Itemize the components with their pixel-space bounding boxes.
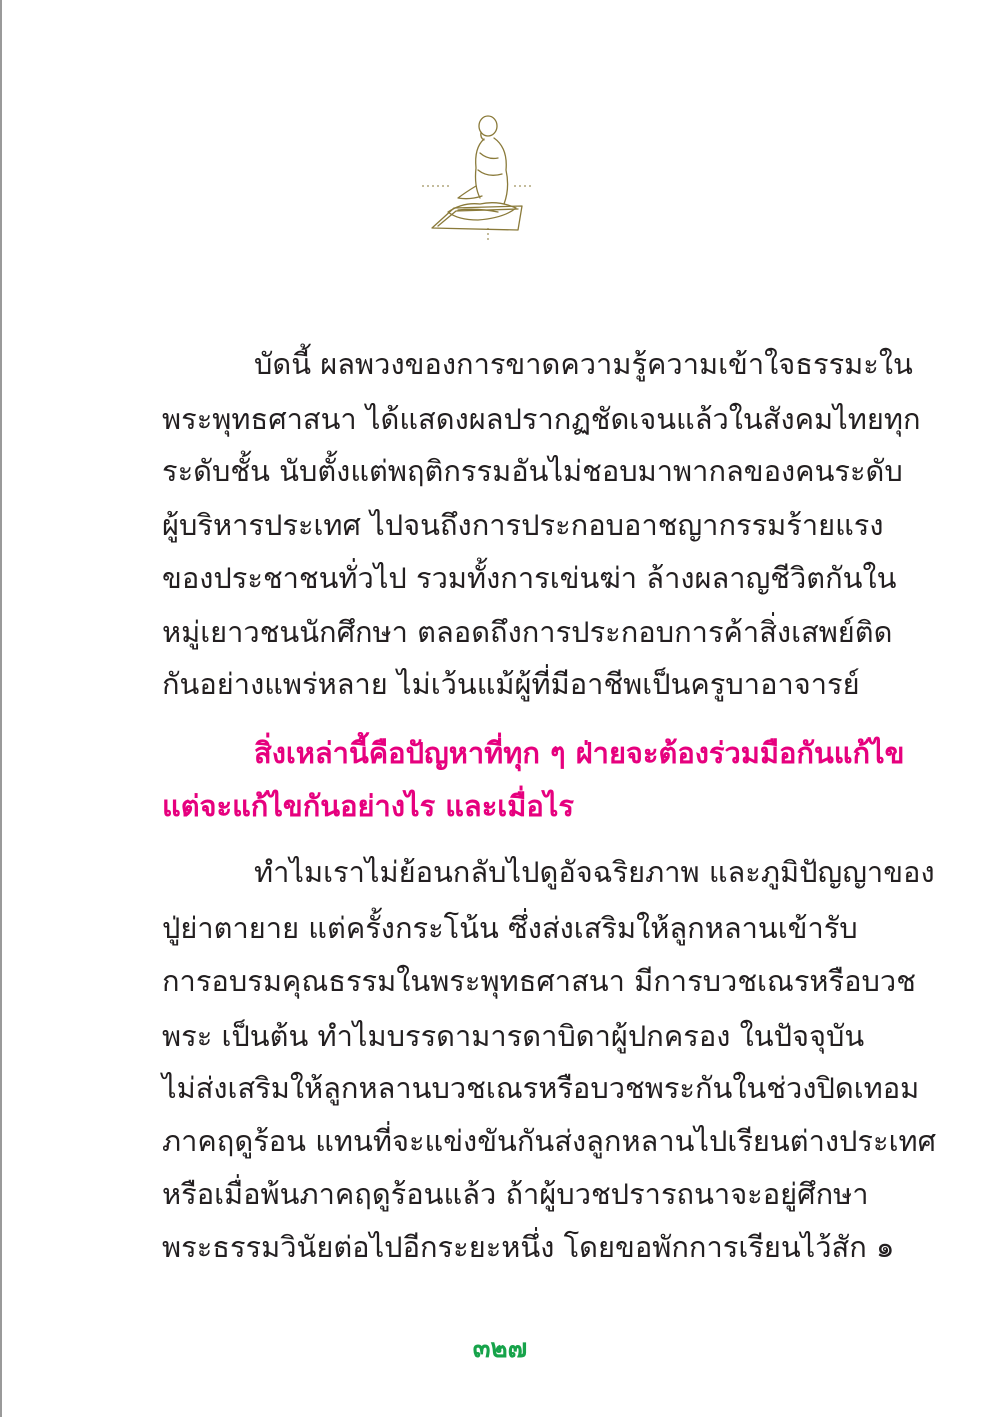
highlight-line-2: แต่จะแก้ไขกันอย่างไร และเมื่อไร bbox=[162, 789, 574, 823]
paragraph-3-line-4: พระ เป็นต้น ทำไมบรรดามารดาบิดาผู้ปกครอง ในปัจจุบัน bbox=[162, 1019, 865, 1053]
page-number: ๓๒๗ bbox=[472, 1334, 528, 1364]
paragraph-3-line-5: ไม่ส่งเสริมให้ลูกหลานบวชเณรหรือบวชพระกันในช่วงปิดเทอม bbox=[162, 1071, 920, 1105]
paragraph-3-line-7: หรือเมื่อพ้นภาคฤดูร้อนแล้ว ถ้าผู้บวชปรารถนาจะอยู่ศึกษา bbox=[162, 1177, 869, 1211]
paragraph-1-line-1: บัดนี้ ผลพวงของการขาดความรู้ความเข้าใจธรรมะใน bbox=[254, 347, 913, 381]
paragraph-3-line-2: ปู่ย่าตายาย แต่ครั้งกระโน้น ซึ่งส่งเสริมให้ลูกหลานเข้ารับ bbox=[162, 911, 858, 945]
paragraph-1-line-4: ผู้บริหารประเทศ ไปจนถึงการประกอบอาชญากรรมร้ายแรง bbox=[162, 508, 884, 542]
page-edge bbox=[0, 0, 2, 1417]
paragraph-1-line-2: พระพุทธศาสนา ได้แสดงผลปรากฏชัดเจนแล้วในสังคมไทยทุก bbox=[162, 402, 921, 436]
paragraph-1-line-5: ของประชาชนทั่วไป รวมทั้งการเข่นฆ่า ล้างผลาญชีวิตกันใน bbox=[162, 561, 897, 595]
highlight-line-1: สิ่งเหล่านี้คือปัญหาที่ทุก ๆ ฝ่ายจะต้องร่วมมือกันแก้ไข bbox=[254, 736, 905, 770]
paragraph-1-line-7: กันอย่างแพร่หลาย ไม่เว้นแม้ผู้ที่มีอาชีพเป็นครูบาอาจารย์ bbox=[162, 667, 860, 701]
paragraph-1-line-6: หมู่เยาวชนนักศึกษา ตลอดถึงการประกอบการค้าสิ่งเสพย์ติด bbox=[162, 615, 893, 649]
paragraph-1-line-3: ระดับชั้น นับตั้งแต่พฤติกรรมอันไม่ชอบมาพากลของคนระดับ bbox=[162, 454, 903, 488]
paragraph-3-line-1: ทำไมเราไม่ย้อนกลับไปดูอัจฉริยภาพ และภูมิปัญญาของ bbox=[254, 855, 935, 889]
paragraph-3-line-6: ภาคฤดูร้อน แทนที่จะแข่งขันกันส่งลูกหลานไปเรียนต่างประเทศ bbox=[162, 1124, 937, 1158]
paragraph-3-line-3: การอบรมคุณธรรมในพระพุทธศาสนา มีการบวชเณรหรือบวช bbox=[162, 964, 916, 998]
paragraph-3-line-8: พระธรรมวินัยต่อไปอีกระยะหนึ่ง โดยขอพักการเรียนไว้สัก ๑ bbox=[162, 1230, 895, 1264]
meditating-monk-illustration bbox=[418, 108, 538, 243]
